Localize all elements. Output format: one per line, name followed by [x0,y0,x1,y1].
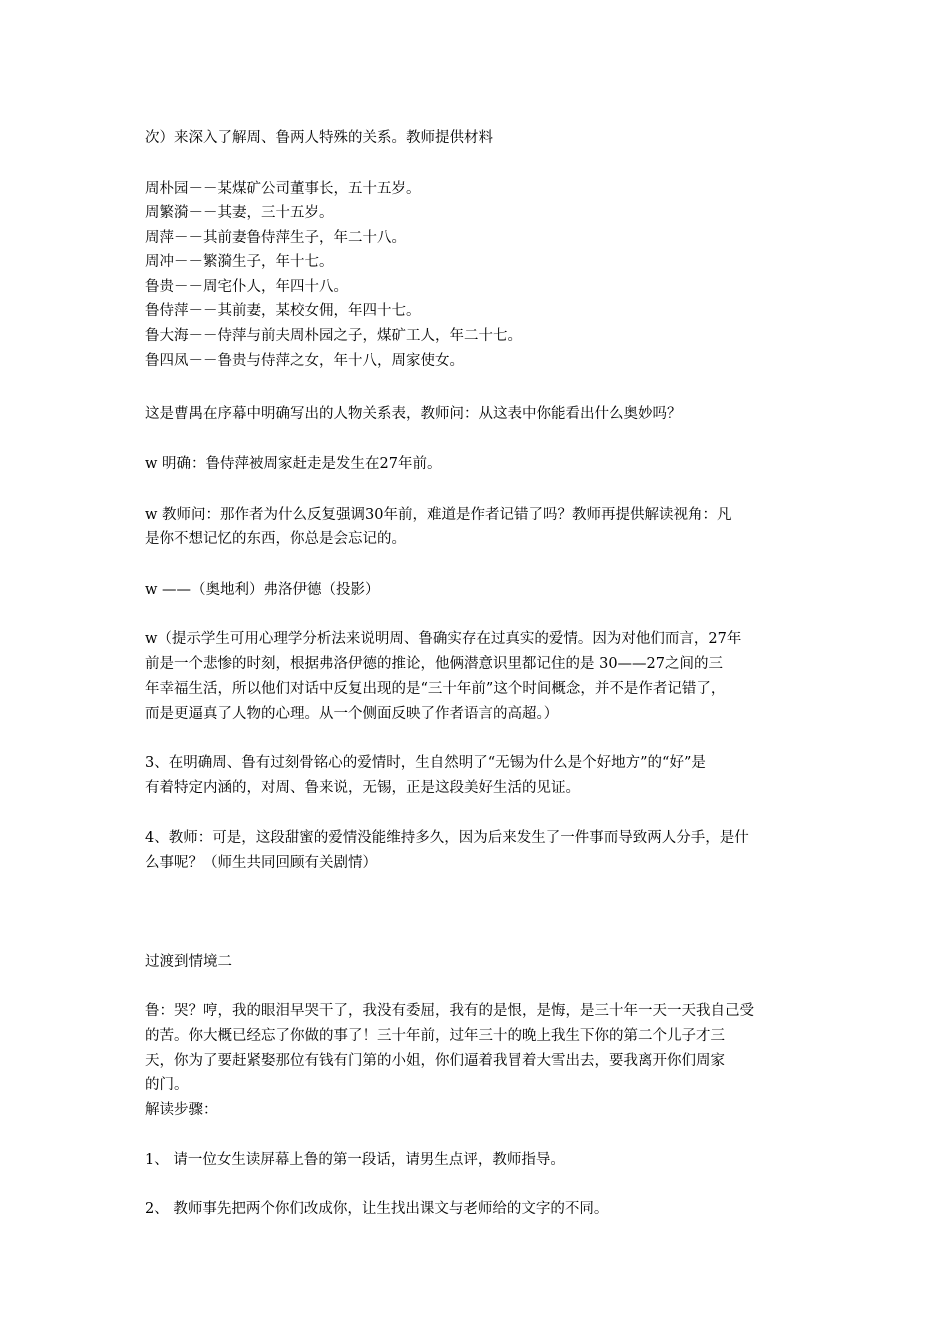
point-four-line: 么事呢？（师生共同回顾有关剧情） [145,855,377,871]
hint-line: w（提示学生可用心理学分析法来说明周、鲁确实存在过真实的爱情。因为对他们而言，27年 [145,631,742,647]
character-line: 鲁四凤－－鲁贵与侍萍之女，年十八，周家使女。 [145,353,464,369]
steps-title: 解读步骤： [145,1102,218,1118]
transition-heading: 过渡到情境二 [145,954,232,970]
character-line: 鲁贵－－周宅仆人，年四十八。 [145,279,348,295]
point-three-line: 有着特定内涵的，对周、鲁来说，无锡，正是这段美好生活的见证。 [145,780,580,796]
clarify-text: w 明确：鲁侍萍被周家赶走是发生在27年前。 [145,456,442,472]
hint-line: 年幸福生活，所以他们对话中反复出现的是“三十年前”这个时间概念，并不是作者记错了， [145,681,726,697]
question-text: 这是曹禺在序幕中明确写出的人物关系表，教师问：从这表中你能看出什么奥妙吗？ [145,406,682,422]
lu-speech-line: 的苦。你大概已经忘了你做的事了！三十年前，过年三十的晚上我生下你的第二个儿子才三 [145,1028,725,1044]
character-line: 周朴园－－某煤矿公司董事长，五十五岁。 [145,181,421,197]
intro-text: 次）来深入了解周、鲁两人特殊的关系。教师提供材料 [145,130,493,146]
teacher-question-line: w 教师问：那作者为什么反复强调30年前，难道是作者记错了吗？教师再提供解读视角：凡 [145,507,732,523]
character-line: 周冲－－繁漪生子，年十七。 [145,254,334,270]
lu-speech-line: 的门。 [145,1077,189,1093]
freud-attribution: w ——（奥地利）弗洛伊德（投影） [145,582,380,598]
lu-speech-line: 鲁：哭？哼，我的眼泪早哭干了，我没有委屈，我有的是恨，是悔，是三十年一天一天我自己受 [145,1003,754,1019]
character-line: 鲁大海－－侍萍与前夫周朴园之子，煤矿工人，年二十七。 [145,328,522,344]
character-line: 鲁侍萍－－其前妻，某校女佣，年四十七。 [145,303,421,319]
hint-line: 而是更逼真了人物的心理。从一个侧面反映了作者语言的高超。） [145,706,559,722]
character-line: 周繁漪－－其妻，三十五岁。 [145,205,334,221]
point-three-line: 3、在明确周、鲁有过刻骨铭心的爱情时，生自然明了“无锡为什么是个好地方”的“好”是 [145,755,706,771]
hint-line: 前是一个悲惨的时刻，根据弗洛伊德的推论，他俩潜意识里都记住的是 30——27之间的三 [145,656,724,672]
step-one: 1、 请一位女生读屏幕上鲁的第一段话，请男生点评，教师指导。 [145,1152,565,1168]
teacher-question-line: 是你不想记忆的东西，你总是会忘记的。 [145,531,406,547]
lu-speech-line: 天，你为了要赶紧娶那位有钱有门第的小姐，你们逼着我冒着大雪出去，要我离开你们周家 [145,1053,725,1069]
character-line: 周萍－－其前妻鲁侍萍生子，年二十八。 [145,230,406,246]
step-two: 2、 教师事先把两个你们改成你，让生找出课文与老师给的文字的不同。 [145,1201,609,1217]
point-four-line: 4、教师：可是，这段甜蜜的爱情没能维持多久，因为后来发生了一件事而导致两人分手，是什 [145,830,749,846]
